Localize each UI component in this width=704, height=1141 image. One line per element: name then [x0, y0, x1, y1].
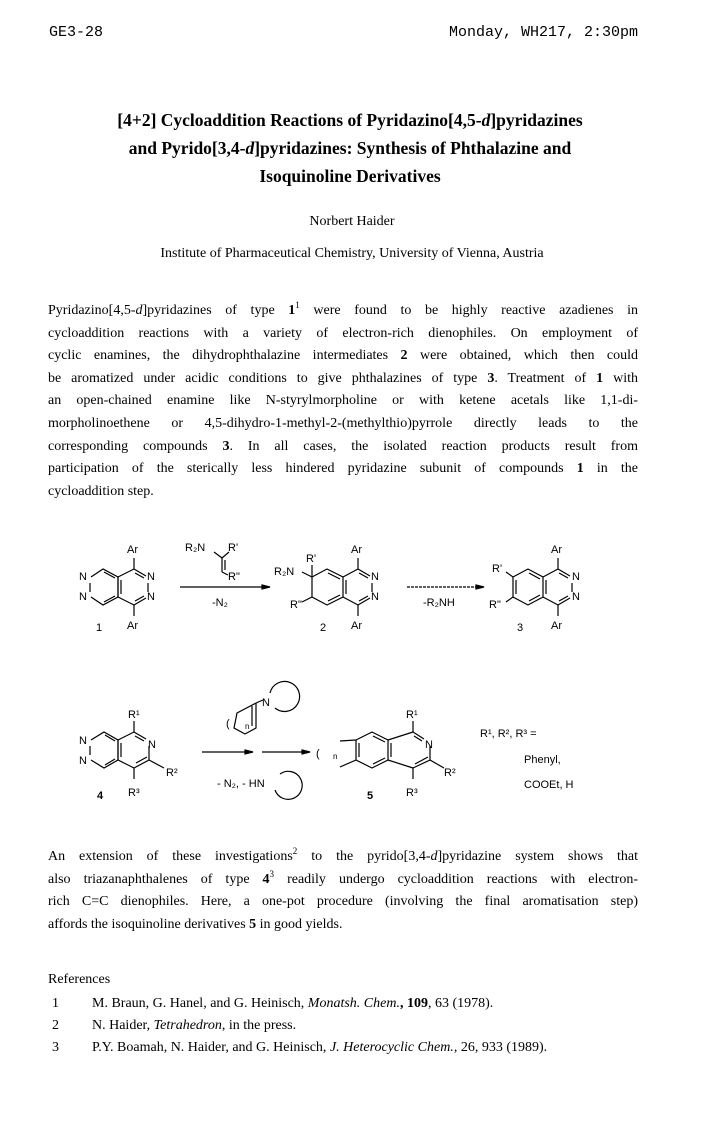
- r-dprime-group: R": [290, 599, 302, 611]
- ref-details: , 26, 933 (1989).: [453, 1040, 548, 1055]
- enamine-n: N: [262, 697, 270, 709]
- atom-n: N: [572, 591, 580, 603]
- text: Pyridazino[4,5-: [48, 303, 136, 318]
- author: Norbert Haider: [309, 214, 395, 229]
- reference-number: 3: [52, 1040, 59, 1055]
- title-text: and Pyrido[3,4-: [128, 138, 246, 158]
- reagent-r-dprime: R": [228, 571, 240, 583]
- minus-n2-hn: - N₂, - HN: [217, 778, 265, 790]
- text-line: cycloaddition reactions with a variety of electron-rich dienophiles. On employment of: [48, 325, 638, 341]
- italic-text: d: [135, 303, 143, 318]
- atom-n: N: [425, 739, 433, 751]
- title-line-3: Isoquinoline Derivatives: [259, 166, 441, 186]
- text: were obtained, which then could: [407, 348, 639, 364]
- atom-n: N: [79, 591, 87, 603]
- text: corresponding compounds: [48, 438, 223, 454]
- citation: 1: [295, 300, 300, 310]
- text: participation of the sterically less hindered pyridazine subunit of compounds: [48, 461, 577, 477]
- text: ]pyridazines of type: [142, 303, 289, 318]
- text-line: [48, 869, 638, 892]
- ar-group: Ar: [351, 544, 362, 556]
- ref-authors: M. Braun, G. Hanel, and G. Heinisch,: [92, 996, 308, 1011]
- atom-n: N: [147, 571, 155, 583]
- ref-details: , in the press.: [221, 1018, 297, 1033]
- text: be aromatized under acidic conditions to give phthalazines of type: [48, 370, 488, 386]
- citation: 2: [292, 846, 298, 856]
- text: also triazanaphthalenes of type: [48, 871, 263, 887]
- paren-open: (: [226, 718, 230, 730]
- ref-authors: N. Haider,: [92, 1018, 154, 1033]
- text: in good yields.: [256, 916, 343, 932]
- atom-n: N: [371, 591, 379, 603]
- atom-n: N: [79, 735, 87, 747]
- atom-n: N: [148, 739, 156, 751]
- reference-number: 1: [52, 996, 59, 1011]
- compound-ref: 1: [288, 303, 296, 318]
- reference-text: [92, 1040, 547, 1056]
- text: An extension of these investigations: [48, 849, 293, 864]
- r3-group: R³: [406, 787, 418, 799]
- reference-number: 2: [52, 1018, 59, 1033]
- text: to the pyrido[3,4-: [297, 849, 431, 864]
- compound-1-structure: [90, 558, 148, 616]
- minus-r2nh: -R₂NH: [423, 597, 455, 609]
- compound-3-label: 3: [517, 622, 524, 634]
- references-heading: References: [48, 972, 111, 987]
- ref-journal: Monatsh. Chem.: [307, 996, 400, 1011]
- r3-group: R³: [128, 787, 140, 799]
- r2-group: R²: [166, 767, 178, 779]
- compound-1-label: 1: [96, 622, 103, 634]
- ref-details: , 63 (1978).: [427, 996, 494, 1011]
- text: with: [603, 370, 638, 386]
- atom-n: N: [147, 591, 155, 603]
- compound-ref: 2: [400, 348, 408, 364]
- text: . In all cases, the isolated reaction products result from: [229, 438, 638, 454]
- compound-2-label: 2: [320, 622, 327, 634]
- text-line: cycloaddition step.: [48, 483, 154, 499]
- reaction-arrows-scheme-2: [202, 750, 310, 799]
- compound-ref: 1: [596, 370, 604, 386]
- compound-2-structure: [302, 558, 372, 616]
- reagent-r-prime: R': [228, 542, 239, 554]
- compound-ref: 3: [222, 438, 230, 454]
- ar-group: Ar: [551, 620, 562, 632]
- atom-n: N: [79, 571, 87, 583]
- text-line: [48, 914, 638, 937]
- reagent-r2n: R₂N: [185, 542, 206, 554]
- compound-3-structure: [506, 558, 572, 616]
- compound-4-label: 4: [97, 790, 104, 802]
- compound-5-label: 5: [367, 790, 374, 802]
- text: cyclic enamines, the dihydrophthalazine intermediates: [48, 348, 401, 364]
- text-line: an open-chained enamine like N-styrylmorpholine or with ketene acetals like 1,1-di-: [48, 393, 638, 409]
- reference-text: [92, 1018, 296, 1034]
- text-line: morpholinoethene or 4,5-dihydro-1-methyl-2-(methylthio)pyrrole directly leads to the: [48, 415, 638, 431]
- compound-ref: 1: [576, 461, 584, 477]
- citation: 3: [269, 868, 275, 879]
- title-text: ]pyridazines: Synthesis of Phthalazine and: [254, 138, 572, 158]
- substituents-line-2: COOEt, H: [524, 779, 574, 791]
- abstract-paragraph-2: [48, 846, 638, 936]
- r2-group: R²: [444, 767, 456, 779]
- text: . Treatment of: [494, 370, 597, 386]
- r-prime-group: R': [492, 563, 503, 575]
- substituents-label: R¹, R², R³ =: [480, 728, 537, 740]
- r-dprime-group: R": [489, 599, 501, 611]
- r-prime-group: R': [306, 553, 317, 565]
- title-italic: d: [481, 110, 491, 130]
- r2n-group: R₂N: [274, 566, 295, 578]
- session-code: GE3-28: [49, 24, 104, 41]
- compound-ref: 3: [487, 370, 495, 386]
- ar-group: Ar: [351, 620, 362, 632]
- reaction-arrow-2: [407, 585, 484, 589]
- ar-group: Ar: [127, 620, 138, 632]
- text: in the: [583, 461, 638, 477]
- n-subscript: n: [245, 722, 250, 731]
- atom-n: N: [79, 755, 87, 767]
- session-time-location: Monday, WH217, 2:30pm: [448, 24, 638, 41]
- reaction-arrow-1: [180, 552, 270, 589]
- text-line: [48, 846, 638, 869]
- text-line: rich C=C dienophiles. Here, a one-pot procedure (involving the final aromatisation step): [48, 894, 638, 910]
- ref-volume: , 109: [399, 996, 428, 1011]
- atom-n: N: [572, 571, 580, 583]
- text: readily undergo cycloaddition reactions with electron-: [274, 871, 638, 887]
- italic-text: d: [430, 849, 438, 864]
- ar-group: Ar: [551, 544, 562, 556]
- compound-ref: 4: [262, 871, 270, 887]
- text: were found to be highly reactive azadienes in: [299, 303, 638, 318]
- r1-group: R¹: [406, 709, 418, 721]
- compound-ref: 5: [249, 916, 257, 932]
- title-text: ]pyridazines: [490, 110, 583, 130]
- substituents-line-1: Phenyl,: [524, 754, 561, 766]
- n-subscript: n: [333, 752, 338, 761]
- affiliation: Institute of Pharmaceutical Chemistry, University of Vienna, Austria: [160, 246, 544, 261]
- atom-n: N: [371, 571, 379, 583]
- ar-group: Ar: [127, 544, 138, 556]
- reference-text: [92, 996, 493, 1012]
- r1-group: R¹: [128, 709, 140, 721]
- text: ]pyridazine system shows that: [437, 849, 639, 864]
- ref-journal: Tetrahedron: [153, 1018, 222, 1033]
- title-italic: d: [245, 138, 255, 158]
- ref-authors: P.Y. Boamah, N. Haider, and G. Heinisch,: [92, 1040, 330, 1055]
- paren-open: (: [316, 748, 320, 760]
- minus-n2: -N₂: [212, 597, 228, 609]
- title-text: [4+2] Cycloaddition Reactions of Pyridazino[4,5-: [117, 110, 482, 130]
- text: affords the isoquinoline derivatives: [48, 916, 250, 932]
- ref-journal: J. Heterocyclic Chem.: [329, 1040, 454, 1055]
